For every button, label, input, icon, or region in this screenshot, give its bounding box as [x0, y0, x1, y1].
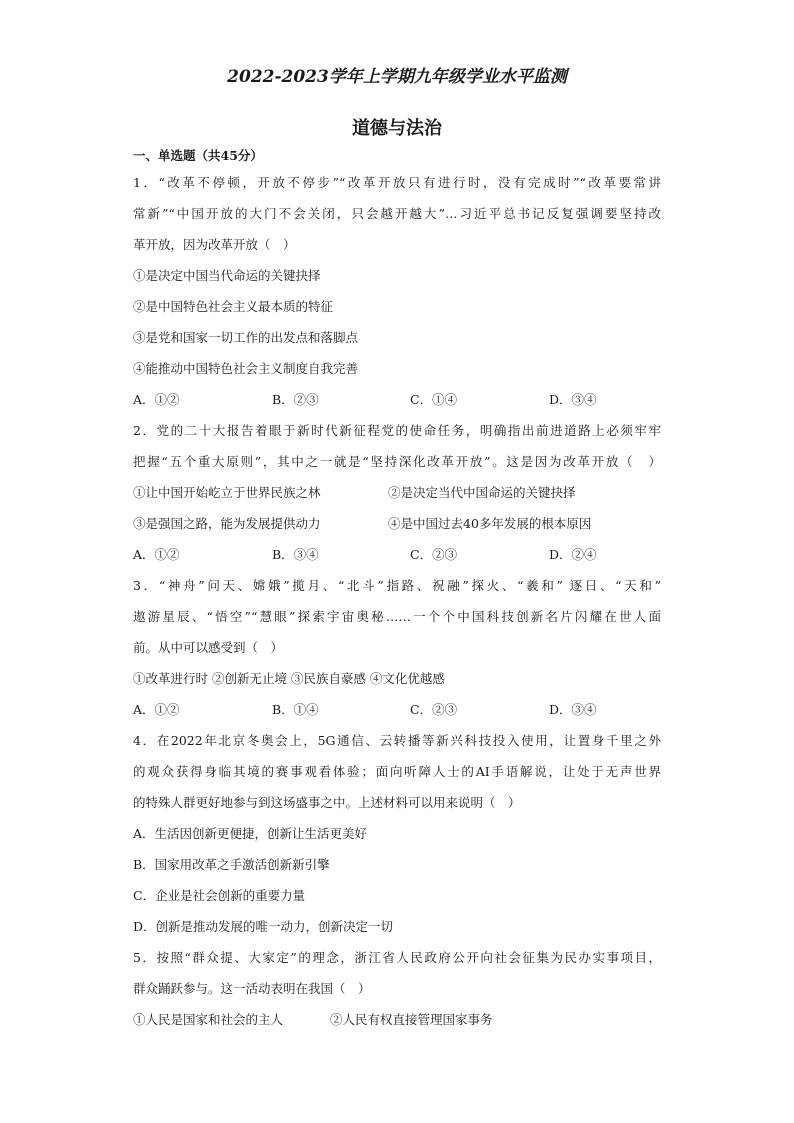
q3-option-a: A．①②: [133, 702, 180, 717]
q3-stem-line: 3．“神舟”问天、嫦娥”揽月、“北斗”指路、祝融”探火、“羲和” 逐日、“天和”: [133, 578, 661, 593]
q2-stem-line: 2．党的二十大报告着眼于新时代新征程党的使命任务，明确指出前进道路上必须牢牢: [133, 423, 661, 438]
q1-option-a: A．①②: [133, 392, 180, 407]
q1-item: ②是中国特色社会主义最本质的特征: [133, 299, 334, 314]
q1-option-d: D．③④: [549, 392, 597, 407]
q4-option-d: D．创新是推动发展的唯一动力，创新决定一切: [133, 919, 394, 934]
q3-stem-line: 遨游星辰、“悟空”“慧眼”探索宇宙奥秘……一个个中国科技创新名片闪耀在世人面: [133, 609, 661, 624]
q1-item: ①是决定中国当代命运的关键抉择: [133, 268, 321, 283]
q2-item: ④是中国过去40多年发展的根本原因: [388, 516, 592, 531]
q2-option-d: D．②④: [549, 547, 597, 562]
exam-title: 2022-2023学年上学期九年级学业水平监测: [227, 67, 567, 87]
q4-stem-line: 4．在2022年北京冬奥会上，5G通信、云转播等新兴科技投入使用，让置身千里之外: [133, 733, 661, 748]
q2-stem-line: 把握“五个重大原则”，其中之一就是“坚持深化改革开放”。这是因为改革开放（ ）: [133, 454, 661, 469]
q2-option-a: A．①②: [133, 547, 180, 562]
q4-stem-line: 的观众获得身临其境的赛事观看体验；面向听障人士的AI手语解说，让处于无声世界: [133, 764, 661, 779]
q5-item: ①人民是国家和社会的主人: [133, 1012, 284, 1027]
q1-item: ③是党和国家一切工作的出发点和落脚点: [133, 330, 359, 345]
q2-item: ①让中国开始屹立于世界民族之林: [133, 485, 321, 500]
q1-option-b: B．②③: [272, 392, 319, 407]
q1-option-c: C．①④: [410, 392, 458, 407]
q4-option-b: B．国家用改革之手激活创新新引擎: [133, 857, 330, 872]
q2-item: ③是强国之路，能为发展提供动力: [133, 516, 321, 531]
q5-item: ②人民有权直接管理国家事务: [330, 1012, 493, 1027]
subject-title: 道德与法治: [352, 118, 442, 139]
q2-option-b: B．③④: [272, 547, 319, 562]
q3-items: ①改革进行时 ②创新无止境 ③民族自豪感 ④文化优越感: [133, 671, 445, 686]
section-heading: 一、单选题（共45分）: [133, 148, 263, 163]
q4-stem-line: 的特殊人群更好地参与到这场盛事之中。上述材料可以用来说明（ ）: [133, 795, 521, 810]
q3-option-d: D．③④: [549, 702, 597, 717]
q3-option-c: C．②③: [410, 702, 458, 717]
q3-stem-line: 前。从中可以感受到（ ）: [133, 640, 284, 655]
q2-option-c: C．②③: [410, 547, 458, 562]
q1-item: ④能推动中国特色社会主义制度自我完善: [133, 361, 359, 376]
q5-stem-line: 群众踊跃参与。这一活动表明在我国（ ）: [133, 981, 371, 996]
q2-item: ②是决定当代中国命运的关键抉择: [388, 485, 576, 500]
q1-stem-line: 1．“改革不停顿，开放不停步”“改革开放只有进行时，没有完成时”“改革要常讲: [133, 175, 661, 190]
q1-stem-line: 常新”“中国开放的大门不会关闭，只会越开越大”…习近平总书记反复强调要坚持改: [133, 206, 661, 221]
q4-option-a: A．生活因创新更便捷，创新让生活更美好: [133, 826, 368, 841]
q1-stem-line: 革开放，因为改革开放（ ）: [133, 237, 296, 252]
q3-option-b: B．①④: [272, 702, 319, 717]
q4-option-c: C．企业是社会创新的重要力量: [133, 888, 306, 903]
q5-stem-line: 5．按照“群众提、大家定”的理念，浙江省人民政府公开向社会征集为民办实事项目，: [133, 950, 661, 965]
